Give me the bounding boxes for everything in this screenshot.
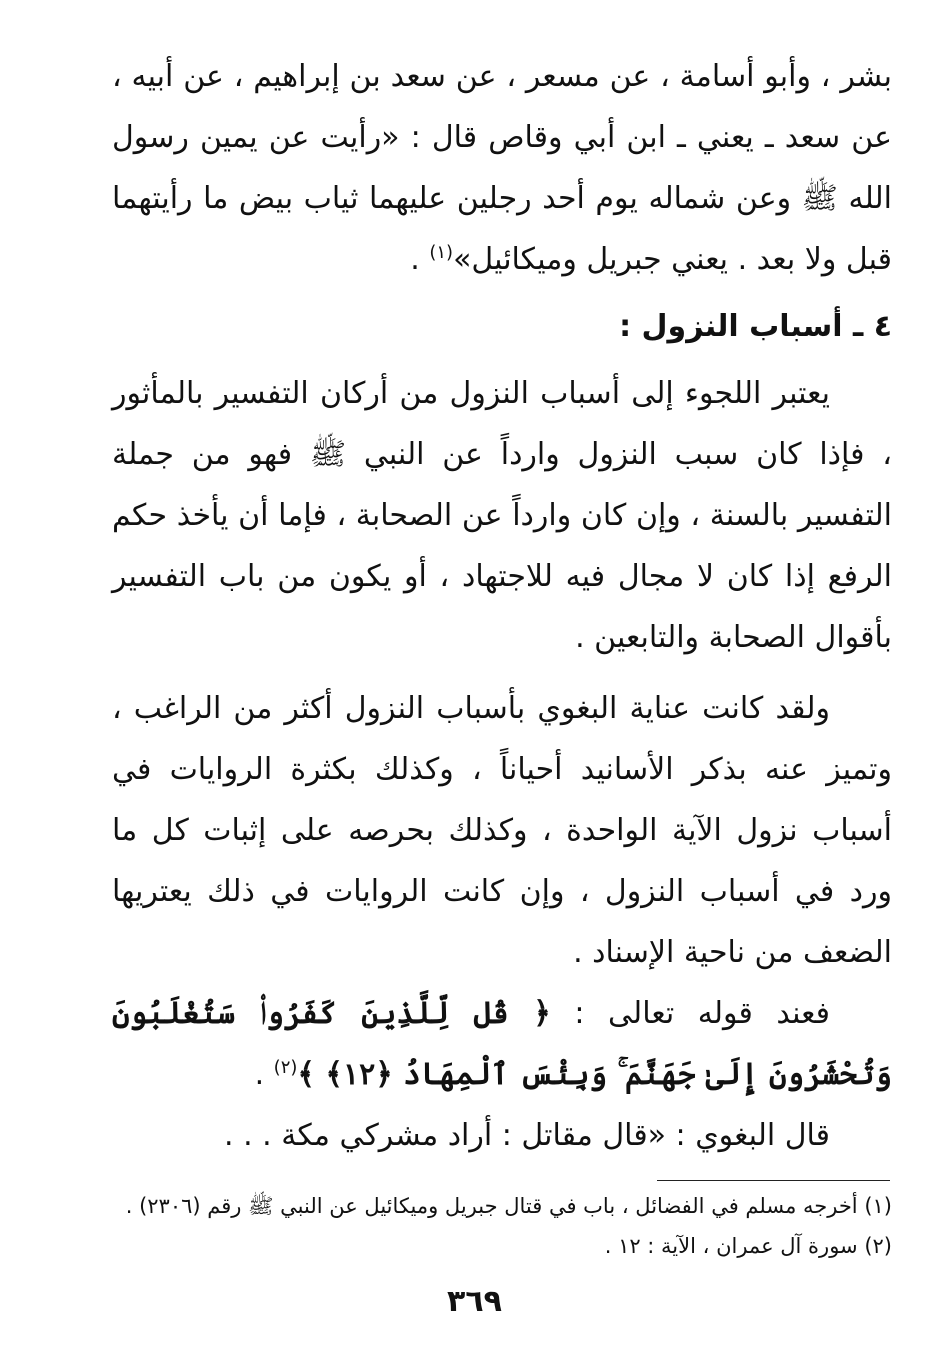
main-text	[112, 46, 892, 1166]
isnad-text: بشر ، وأبو أسامة ، عن مسعر ، عن سعد بن إبراهيم ، عن أبيه ، عن سعد ـ يعني ـ ابن أبي وقاص قال : «رأيت عن يمين رسول الله ﷺ وعن شماله يوم أحد رجلين عليهما ثياب بيض ما رأيتهما قبل ولا بعد . يعني جبريل وميكائيل»	[112, 59, 892, 277]
isnad-paragraph	[112, 46, 892, 290]
page-number: ٣٦٩	[447, 1284, 502, 1319]
inayah-paragraph: ولقد كانت عناية البغوي بأسباب النزول أكثر من الراغب ، وتميز عنه بذكر الأسانيد أحياناً ، وكذلك بكثرة الروايات في أسباب نزول الآية الواحدة ، وكذلك بحرصه على إثبات كل ما ورد في أسباب النزول ، وإن كانت الروايات في ذلك يعتريها الضعف من ناحية الإسناد .	[112, 691, 892, 970]
qawl-end: .	[254, 1057, 274, 1092]
qawl-paragraph	[112, 983, 892, 1105]
baghawi-paragraph: قال البغوي : «قال مقاتل : أراد مشركي مكة . . .	[224, 1118, 830, 1153]
qawl-intro: فعند قوله تعالى :	[550, 996, 830, 1031]
footnote-divider	[657, 1180, 890, 1181]
footnotes	[112, 1186, 892, 1266]
footnote-ref-2: (٢)	[273, 1057, 298, 1078]
quran-verse: ﴿ قُل لِّلَّذِينَ كَفَرُوا۟ سَتُغْلَبُونَ وَتُحْشَرُونَ إِلَىٰ جَهَنَّمَ ۚ وَبِئْسَ ٱلْمِهَادُ ﴿١٢﴾ ﴾	[112, 996, 892, 1092]
isnad-end: .	[410, 242, 430, 277]
footnote-1: (١) أخرجه مسلم في الفضائل ، باب في قتال جبريل وميكائيل عن النبي ﷺ رقم (٢٣٠٦) .	[125, 1194, 892, 1218]
asbab-paragraph: يعتبر اللجوء إلى أسباب النزول من أركان التفسير بالمأثور ، فإذا كان سبب النزول وارداً عن النبي ﷺ فهو من جملة التفسير بالسنة ، وإن كان وارداً عن الصحابة ، فإما أن يأخذ حكم الرفع إذا كان لا مجال فيه للاجتهاد ، أو يكون من باب التفسير بأقوال الصحابة والتابعين .	[112, 376, 892, 655]
footnote-ref-1: (١)	[429, 242, 454, 263]
section-heading: ٤ ـ أسباب النزول :	[619, 309, 892, 344]
footnote-2: (٢) سورة آل عمران ، الآية : ١٢ .	[604, 1234, 892, 1258]
